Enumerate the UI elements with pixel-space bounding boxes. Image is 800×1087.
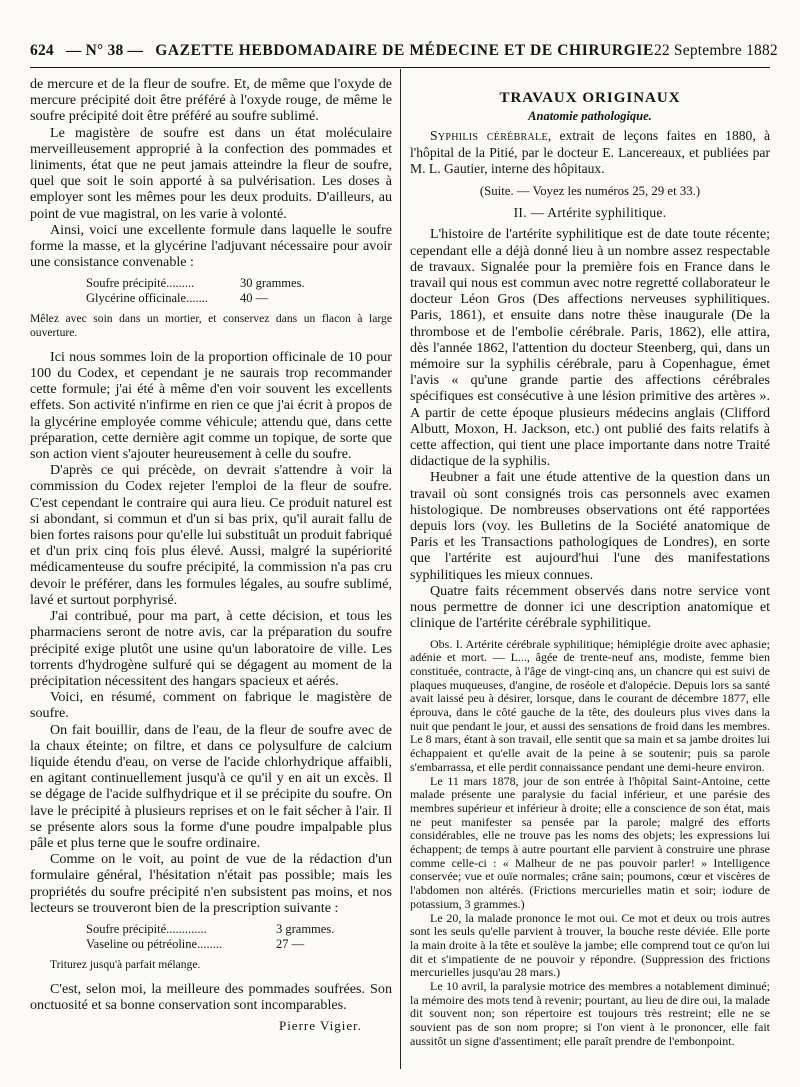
header-rule: [30, 67, 770, 68]
article-title: Syphilis cérébrale: [430, 128, 548, 144]
recipe-2: [30, 922, 392, 952]
page-number: 624: [30, 42, 54, 59]
section-title: TRAVAUX ORIGINAUX: [499, 90, 681, 106]
page-header: [30, 42, 778, 64]
paragraph: C'est, selon moi, la meilleure des pommades soufrées. Son onctuosité et sa bonne conservation sont incomparables.: [30, 981, 392, 1014]
paragraph: Quatre faits récemment observés dans notre service vont nous permettre de donner ici une description anatomique et clinique de l'artérite cérébrale syphilitique.: [410, 582, 770, 632]
paragraph: Ici nous sommes loin de la proportion officinale de 10 pour 100 du Codex, et cependant je ne saurais trop recommander cette formule; j'ai été à même d'en voir souvent les excellents effets. Son activité n'infirme en rien ce que j'ai écrit à propos de la glycérine employée comme véhicule; attendu que, dans cette préparation, cette dernière agit comme un topique, de sorte que son action vient s'ajouter heureusement à celle du soufre.: [30, 348, 392, 463]
issue-number: — N° 38 —: [65, 42, 144, 59]
paragraph: J'ai contribué, pour ma part, à cette décision, et tous les pharmaciens seront de notre avis, car la préparation du soufre précipité exige plutôt une usine qu'un laboratoire de ville. Les torrents d'hydrogène sulfuré qui se dégagent au moment de la précipitation nécessitent des hangars spacieux et aérés.: [30, 608, 392, 689]
case-observation: Obs. I. Artérite cérébrale syphilitique; hémiplégie droite avec aphasie; adénie et mort. — L..., âgée de trente-neuf ans, modiste, femme bien constituée, contracte, à l'âge de vingt-cinq ans, un chancre qui est suivi de plaques muqueuses, d'angine, de roséole et d'alopécie. Depuis lors sa santé avait laissé peu à désirer, lorsque, dans le courant de décembre 1877, elle éprouva, dans le côté gauche de la tête, des douleurs plus vives dans la nuit que pendant le jour, et aussi des sensations de froid dans les membres. Le 8 mars, étant à son travail, elle sentit que sa main et sa jambe droites lui échappaient et qu'elle avait de la peine à se soutenir; puis sa parole s'embarrassa, et elle perdit connaissance pendant une demi-heure environ.: [410, 636, 770, 774]
paragraph: Le magistère de soufre est dans un état moléculaire merveilleusement approprié à la confection des pommades et liniments, état que ne peut jamais atteindre la fleur de soufre, quel que soit le soin apporté à sa pulvérisation. Les doses à employer sont les mêmes pour les deux produits. D'ailleurs, au point de vue magistral, on les varie à volonté.: [30, 124, 392, 222]
ingredient-quantity: 30 grammes.: [240, 276, 305, 291]
issue-date: 22 Septembre 1882: [653, 42, 778, 59]
paragraph: Ainsi, voici une excellente formule dans laquelle le soufre forme la masse, et la glycérine l'adjuvant nécessaire pour avoir une consistance convenable :: [30, 221, 392, 271]
column-divider: [400, 69, 401, 1069]
case-paragraph: Le 20, la malade prononce le mot oui. Ce mot et deux ou trois autres sont les seuls qu'elle parvient à trouver, la bouche reste déviée. Elle porte la main droite à la tête et soulève la jambe; elle comprend tout ce qu'on lui dit et s'impatiente de ne pouvoir y répondre. (Suppression des frictions mercurielles jusqu'au 28 mars.): [410, 910, 770, 980]
ingredient-name: Glycérine officinale.......: [86, 291, 208, 306]
article-lead: [410, 128, 770, 177]
case-paragraph: Le 11 mars 1878, jour de son entrée à l'hôpital Saint-Antoine, cette malade présente une paralysie du facial inférieur, et une parésie des membres supérieur et inférieur à droite; elle a conscience de son état, mais ne peut manifester sa pensée par la parole; malgré des efforts considérables, elle ne trouve pas les noms des objets; les expressions lui échappent; de temps à autre pourtant elle parvient à construire une phrase comme celle-ci : « Malheur de ne pas pouvoir parler! » Intelligence conservée; vue et ouïe normales; crâne sain; poumons, cœur et viscères de l'abdomen non altérés. (Frictions mercurielles matin et soir; iodure de potassium, 3 grammes.): [410, 773, 770, 911]
recipe-line: [86, 276, 392, 291]
right-column: [410, 76, 770, 1076]
section-subtitle: Anatomie pathologique.: [528, 109, 652, 124]
continuation-note: (Suite. — Voyez les numéros 25, 29 et 33.): [479, 184, 701, 199]
article-byline: , extrait de leçons faites en 1880, à l'hôpital de la Pitié, par le docteur E. Lancereaux, et publiées par M. L. Gautier, interne des hôpitaux.: [410, 128, 770, 176]
journal-title: GAZETTE HEBDOMADAIRE DE MÉDECINE ET DE CHIRURGIE: [155, 42, 654, 59]
paragraph: Heubner a fait une étude attentive de la question dans un travail où sont consignés trois cas personnels avec examen histologique. De nombreuses observations ont été rapportées depuis lors (voy. les Bulletins de la Société anatomique de Paris et les Transactions pathologiques de Londres), en sorte que l'artérite est aujourd'hui l'une des manifestations syphilitiques les mieux connues.: [410, 469, 770, 583]
ingredient-name: Vaseline ou pétréoline........: [86, 936, 223, 951]
paragraph: L'histoire de l'artérite syphilitique est de date toute récente; cependant elle a déjà donné lieu à un nombre assez respectable de travaux. Signalée pour la première fois en France dans le travail qui nous est commun avec notre regretté collaborateur le docteur Léon Gros (Des affections nerveuses syphilitiques. Paris, 1861), et ensuite dans notre thèse inaugurale (De la thrombose et de l'embolie cérébrale. Paris, 1862), elle attira, dès l'année 1862, l'attention du docteur Steenberg, qui, dans un mémoire sur la syphilis cérébrale, paru à Copenhague, émet l'avis « qu'une grande partie des affections cérébrales spécifiques est consécutive à une lésion primitive des artères ». A partir de cette époque plusieurs médecins anglais (Clifford Albutt, Moxon, H. Jackson, etc.) ont publié des faits relatifs à cette affection, qui tient une place importante dans notre Traité didactique de la syphilis.: [410, 226, 770, 470]
ingredient-quantity: 40 —: [240, 291, 269, 306]
paragraph: On fait bouillir, dans de l'eau, de la fleur de soufre avec de la chaux éteinte; on filtre, et dans ce polysulfure de calcium liquide étendu d'eau, on verse de l'acide chlorhydrique affaibli, en agitant continuellement jusqu'à ce qu'il y en ait un excès. Il se dégage de l'acide sulfhydrique et il se précipite du soufre. On lave le précipité à plusieurs reprises et on le fait sécher à l'air. Il se présente alors sous la forme d'une poudre impalpable plus pâle et plus terne que le soufre ordinaire.: [30, 721, 392, 851]
case-paragraph: Le 10 avril, la paralysie motrice des membres a notablement diminué; la mémoire des mots tend à revenir; pourtant, au lieu de dire oui, la malade dit souvent non; son répertoire est toujours très restreint; elle ne se souvient pas de son nom propre; si l'on vient à le prononcer, elle fait aussitôt un signe d'assentiment; elle paraît prendre de l'embonpoint.: [410, 979, 770, 1048]
ingredient-name: Soufre précipité.............: [86, 921, 207, 936]
recipe-line: [86, 922, 392, 937]
paragraph: D'après ce qui précède, on devrait s'attendre à voir la commission du Codex rejeter l'emploi de la fleur de soufre. C'est cependant le contraire qui aura lieu. Ce produit naturel est si abondant, si commun et d'un si bas prix, qu'il aurait fallu de bien fortes raisons pour qu'elle lui substituât un produit fabriqué et d'un prix cinq fois plus élevé. Aussi, malgré la supériorité médicamenteuse du soufre précipité, la commission n'a pas cru devoir le préférer, dans les formules légales, au soufre sublimé, lavé et surtout porphyrisé.: [30, 462, 392, 608]
paragraph: Voici, en résumé, comment on fabrique le magistère de soufre.: [30, 689, 392, 722]
subsection-heading: II. — Artérite syphilitique.: [513, 205, 667, 221]
paragraph: de mercure et de la fleur de soufre. Et, de même que l'oxyde de mercure précipité doit être préféré à l'oxyde rouge, de même le soufre précipité doit être préféré au soufre sublimé.: [30, 76, 392, 125]
recipe-line: [86, 937, 392, 952]
recipe-note: Triturez jusqu'à parfait mélange.: [50, 957, 201, 971]
ingredient-quantity: 27 —: [276, 936, 305, 951]
paragraph: Comme on le voit, au point de vue de la rédaction d'un formulaire général, l'hésitation n'était pas possible; mais les propriétés du soufre précipité n'en subsistent pas moins, et nos lecteurs se trouveront bien de la prescription suivante :: [30, 851, 392, 916]
ingredient-quantity: 3 grammes.: [276, 921, 335, 936]
recipe-1: [30, 276, 392, 306]
left-column: [30, 76, 392, 1076]
author-signature: Pierre Vigier.: [278, 1017, 362, 1033]
recipe-line: [86, 291, 392, 306]
ingredient-name: Soufre précipité.........: [86, 276, 195, 291]
recipe-note: Mêlez avec soin dans un mortier, et conservez dans un flacon à large ouverture.: [30, 312, 392, 339]
